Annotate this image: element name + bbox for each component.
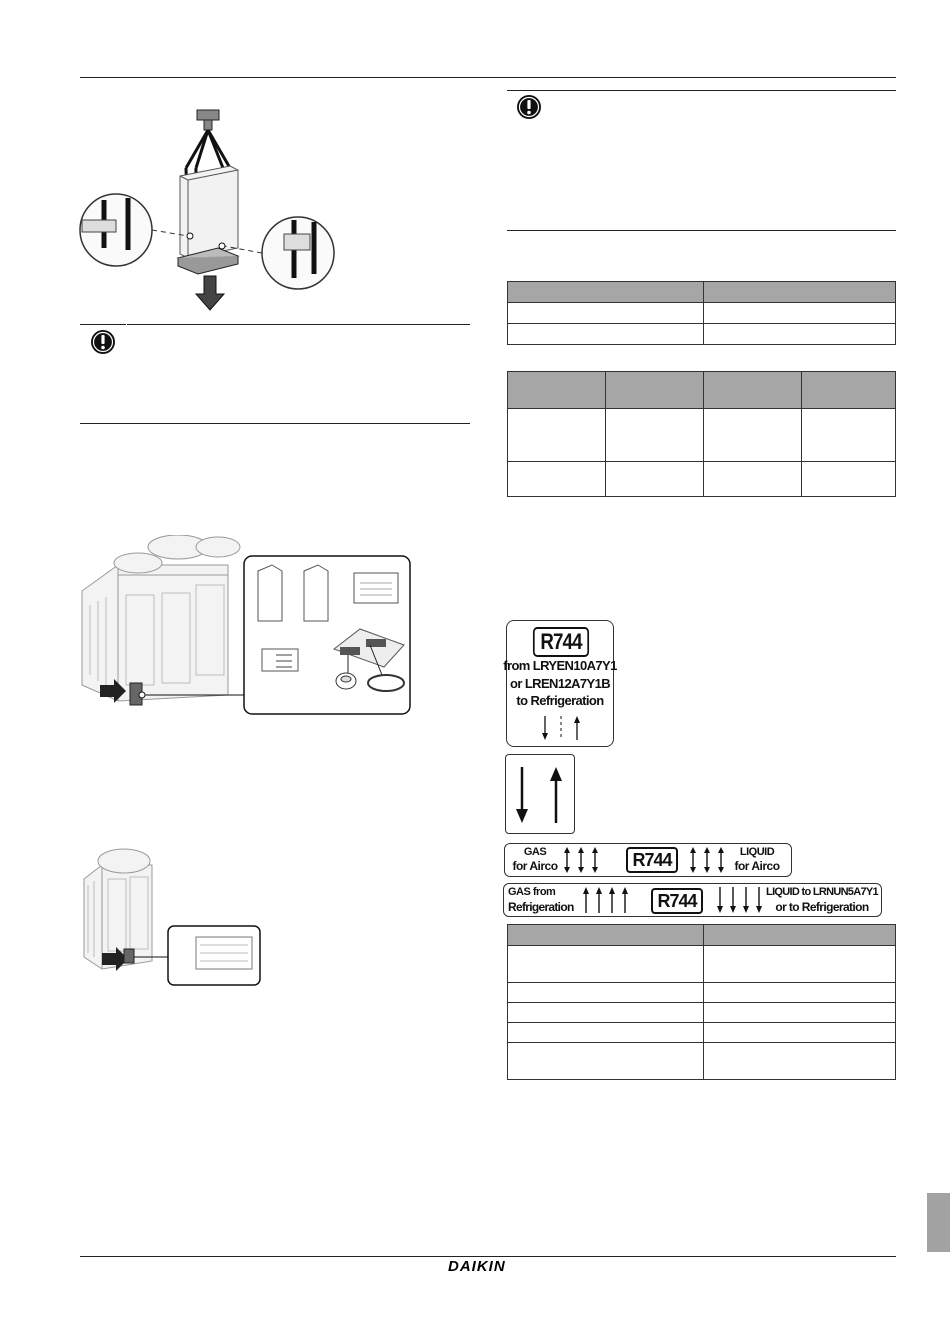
table-cell — [704, 462, 802, 497]
arrow-icon — [580, 886, 632, 914]
table-header-cell — [704, 925, 896, 946]
r744-sticker — [503, 620, 617, 747]
label-location-figure — [78, 845, 264, 987]
table-header-cell — [606, 372, 704, 409]
table-cell — [704, 1043, 896, 1080]
sticker-line-2: or LREN12A7Y1B — [510, 676, 610, 691]
airco-liquid-label-2: for Airco — [734, 859, 780, 873]
arrow-icon — [714, 886, 766, 914]
arrow-icon — [561, 846, 603, 874]
table-cell — [704, 409, 802, 462]
table-cell — [508, 462, 606, 497]
warning-icon — [516, 94, 542, 120]
table-b — [507, 371, 896, 497]
table-cell — [704, 1023, 896, 1043]
table-header-cell — [508, 372, 606, 409]
table-cell — [802, 409, 896, 462]
table-cell — [508, 1043, 704, 1080]
refrigeration-strip — [503, 883, 882, 917]
arrows-sticker — [505, 754, 575, 834]
table-cell — [508, 409, 606, 462]
warning-rule-top-left — [80, 324, 470, 325]
footer-rule — [80, 1256, 896, 1257]
table-header-cell — [704, 372, 802, 409]
r744-badge — [651, 888, 703, 914]
arrow-icon — [506, 755, 574, 833]
table-cell — [508, 1003, 704, 1023]
table-cell — [508, 324, 704, 345]
table-cell — [704, 983, 896, 1003]
refr-gas-label-2: Refrigeration — [508, 900, 574, 914]
table-cell — [704, 303, 896, 324]
table-cell — [704, 324, 896, 345]
r744-text: R744 — [540, 629, 582, 654]
table-cell — [704, 946, 896, 983]
table-c — [507, 924, 896, 1080]
table-header-cell — [802, 372, 896, 409]
brand-logo: DAIKIN — [448, 1258, 506, 1275]
refr-liquid-label-1: LIQUID to LRNUN5A7Y1 — [766, 886, 878, 898]
chapter-tab — [927, 1193, 950, 1252]
warning-divider-left — [126, 324, 127, 424]
table-header-cell — [508, 282, 704, 303]
lifting-figure — [78, 108, 348, 313]
table-a — [507, 281, 896, 345]
table-cell — [802, 462, 896, 497]
table-cell — [704, 1003, 896, 1023]
table-header-cell — [704, 282, 896, 303]
airco-gas-label-1: GAS — [523, 846, 547, 858]
table-cell — [508, 983, 704, 1003]
airco-strip — [504, 843, 792, 877]
r744-text: R744 — [632, 850, 672, 870]
table-cell — [508, 1023, 704, 1043]
accessories-figure — [78, 535, 413, 717]
warning-icon — [90, 329, 116, 355]
warning-rule-top-right — [507, 90, 896, 91]
r744-badge — [626, 847, 678, 873]
sticker-line-3: to Refrigeration — [516, 693, 604, 708]
arrow-icon — [539, 714, 583, 742]
r744-text: R744 — [657, 891, 697, 911]
header-rule — [80, 77, 896, 78]
airco-liquid-label-1: LIQUID — [739, 846, 775, 858]
warning-rule-bottom-right — [507, 230, 896, 231]
table-header-cell — [508, 925, 704, 946]
arrow-icon — [687, 846, 729, 874]
sticker-line-1: from LRYEN10A7Y1 — [503, 658, 617, 673]
table-cell — [508, 946, 704, 983]
refr-liquid-label-2: or to Refrigeration — [775, 900, 869, 914]
table-cell — [508, 303, 704, 324]
airco-gas-label-2: for Airco — [512, 859, 558, 873]
table-cell — [606, 409, 704, 462]
table-cell — [606, 462, 704, 497]
refr-gas-label-1: GAS from — [508, 886, 556, 898]
warning-rule-bottom-left — [80, 423, 470, 424]
r744-badge — [533, 627, 589, 657]
